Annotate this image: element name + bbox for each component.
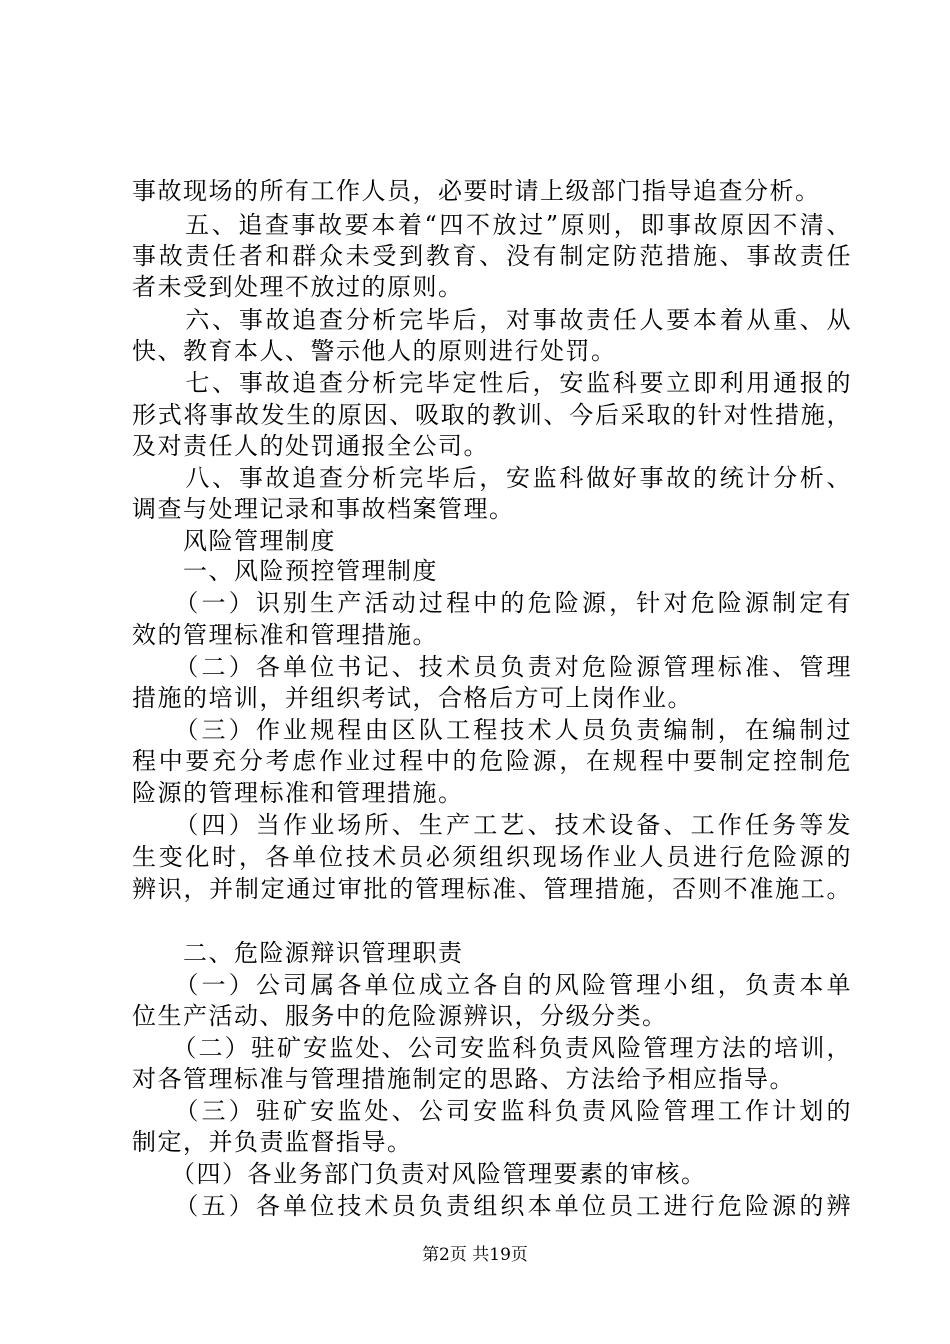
- text-line: 事故现场的所有工作人员，必要时请上级部门指导追查分析。: [132, 177, 821, 205]
- text-line: （二）各单位书记、技术员负责对危险源管理标准、管理: [132, 653, 852, 681]
- text-line: （三）作业规程由区队工程技术人员负责编制，在编制过: [132, 716, 852, 744]
- text-line: （四）各业务部门负责对风险管理要素的审核。: [132, 1160, 707, 1188]
- text-line: （一）识别生产活动过程中的危险源，针对危险源制定有: [132, 589, 852, 617]
- text-line: 事故责任者和群众未受到教育、没有制定防范措施、事故责任: [132, 242, 852, 270]
- text-line: 七、事故追查分析完毕定性后，安监科要立即利用通报的: [132, 369, 852, 397]
- page-number-footer: 第2页 共19页: [422, 1245, 528, 1265]
- text-line: 调查与处理记录和事故档案管理。: [132, 495, 515, 523]
- text-line: 措施的培训，并组织考试，合格后方可上岗作业。: [132, 684, 693, 712]
- text-line: （四）当作业场所、生产工艺、技术设备、工作任务等发: [132, 811, 852, 839]
- text-line: 者未受到处理不放过的原则。: [132, 273, 464, 301]
- text-line: 效的管理标准和管理措施。: [132, 621, 438, 649]
- text-line: 制定，并负责监督指导。: [132, 1128, 413, 1156]
- text-line: 八、事故追查分析完毕后，安监科做好事故的统计分析、: [132, 464, 852, 492]
- text-line: 及对责任人的处罚通报全公司。: [132, 432, 489, 460]
- text-line: 险源的管理标准和管理措施。: [132, 779, 464, 807]
- text-line: 生变化时，各单位技术员必须组织现场作业人员进行危险源的: [132, 843, 852, 871]
- section-heading: 一、风险预控管理制度: [132, 557, 438, 585]
- text-line: （二）驻矿安监处、公司安监科负责风险管理方法的培训，: [132, 1034, 852, 1062]
- text-line: 位生产活动、服务中的危险源辨识，分级分类。: [132, 1002, 668, 1030]
- text-line: （五）各单位技术员负责组织本单位员工进行危险源的辨: [132, 1192, 852, 1220]
- section-heading: 二、危险源辩识管理职责: [132, 939, 464, 967]
- text-line: 辨识，并制定通过审批的管理标准、管理措施，否则不准施工。: [132, 875, 852, 903]
- text-line: 形式将事故发生的原因、吸取的教训、今后采取的针对性措施，: [132, 401, 852, 429]
- section-heading: 风险管理制度: [132, 527, 336, 555]
- text-line: 五、追查事故要本着“四不放过”原则，即事故原因不清、: [132, 211, 852, 239]
- text-line: 快、教育本人、警示他人的原则进行处罚。: [132, 337, 617, 365]
- text-line: 程中要充分考虑作业过程中的危险源，在规程中要制定控制危: [132, 747, 852, 775]
- text-line: 六、事故追查分析完毕后，对事故责任人要本着从重、从: [132, 306, 852, 334]
- text-line: （一）公司属各单位成立各自的风险管理小组，负责本单: [132, 971, 852, 999]
- text-line: （三）驻矿安监处、公司安监科负责风险管理工作计划的: [132, 1097, 852, 1125]
- text-line: 对各管理标准与管理措施制定的思路、方法给予相应指导。: [132, 1065, 795, 1093]
